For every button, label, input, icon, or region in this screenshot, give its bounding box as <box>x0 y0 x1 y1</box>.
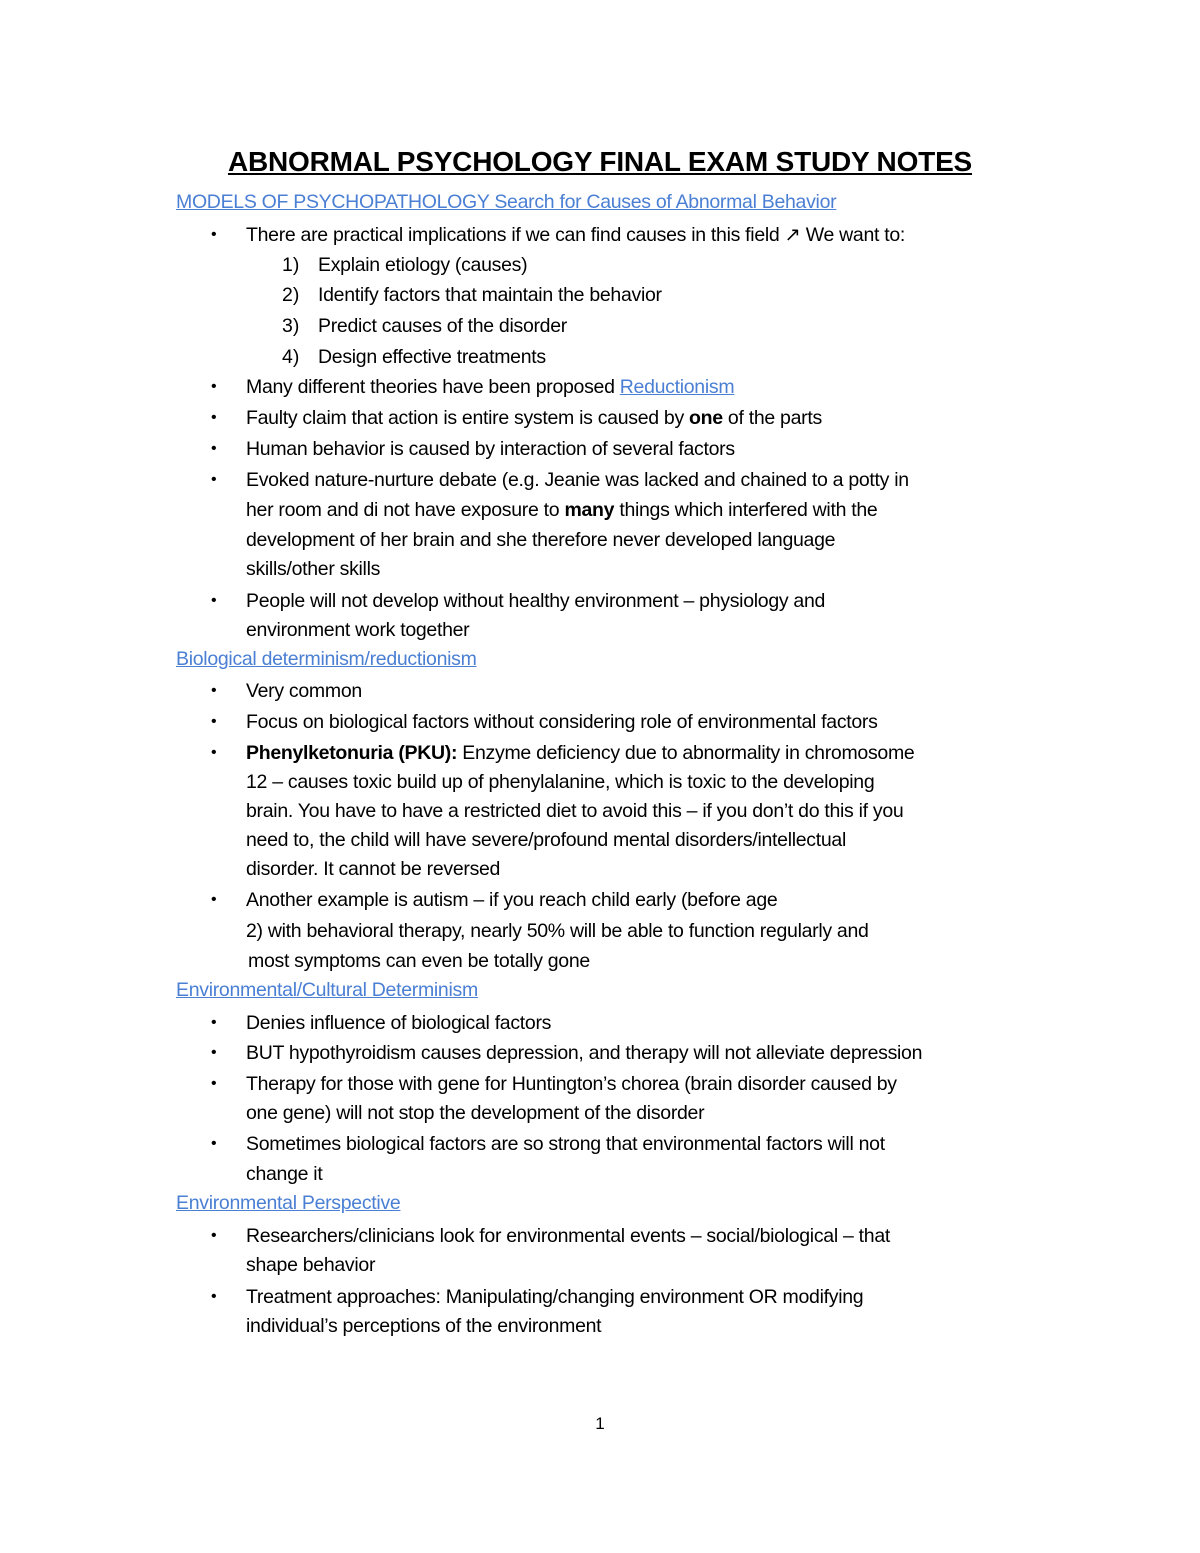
bullet-text: one gene) will not stop the development of the disorder <box>246 1102 705 1124</box>
bullet-text: skills/other skills <box>246 558 381 580</box>
bullet-text-part: things which interfered with the <box>614 499 878 521</box>
bullet-text: development of her brain and she therefore never developed language <box>246 529 836 551</box>
bullet-text: individual’s perceptions of the environment <box>246 1315 602 1337</box>
bullet-icon: • <box>211 440 217 457</box>
bullet-text: 2) with behavioral therapy, nearly 50% will be able to function regularly and <box>246 920 869 942</box>
bullet-text-part: Many different theories have been proposed <box>246 376 620 398</box>
bullet-text-part: of the parts <box>722 407 822 429</box>
bullet-text: Researchers/clinicians look for environmental events – social/biological – that <box>246 1225 890 1247</box>
bullet-text: Denies influence of biological factors <box>246 1012 552 1034</box>
bullet-text: Another example is autism – if you reach child early (before age <box>246 889 778 911</box>
bullet-icon: • <box>211 682 217 699</box>
list-item: Identify factors that maintain the behavior <box>318 284 662 306</box>
bullet-icon: • <box>211 1044 217 1061</box>
bullet-text-part: her room and di not have exposure to <box>246 499 565 521</box>
list-item: Design effective treatments <box>318 346 546 368</box>
bullet-icon: • <box>211 409 217 426</box>
section-heading-environmental-perspective[interactable]: Environmental Perspective <box>176 1192 401 1214</box>
list-number: 3) <box>282 315 300 337</box>
list-item: Explain etiology (causes) <box>318 254 528 276</box>
bullet-text: brain. You have to have a restricted diet to avoid this – if you don’t do this if you <box>246 800 904 822</box>
bullet-text-part: Faulty claim that action is entire system is caused by <box>246 407 690 429</box>
list-item: Predict causes of the disorder <box>318 315 567 337</box>
section-heading-biological[interactable]: Biological determinism/reductionism <box>176 648 477 670</box>
bullet-icon: • <box>211 891 217 908</box>
bullet-text: Treatment approaches: Manipulating/changing environment OR modifying <box>246 1286 864 1308</box>
section-heading-models[interactable]: MODELS OF PSYCHOPATHOLOGY Search for Causes of Abnormal Behavior <box>176 191 837 213</box>
bold-word: one <box>689 407 723 429</box>
bullet-text: change it <box>246 1163 323 1185</box>
bullet-text: disorder. It cannot be reversed <box>246 858 501 880</box>
page-number: 1 <box>595 1414 605 1433</box>
bullet-icon: • <box>211 1075 217 1092</box>
bullet-text <box>246 375 734 399</box>
bullet-icon: • <box>211 1014 217 1031</box>
bullet-icon: • <box>211 713 217 730</box>
bullet-text: most symptoms can even be totally gone <box>248 950 590 972</box>
bullet-text: People will not develop without healthy environment – physiology and <box>246 590 826 612</box>
bullet-icon: • <box>211 744 217 761</box>
list-number: 4) <box>282 346 300 368</box>
bold-term: Phenylketonuria (PKU): <box>246 742 458 764</box>
bullet-text: BUT hypothyroidism causes depression, and therapy will not alleviate depression <box>246 1042 923 1064</box>
bullet-text: Evoked nature-nurture debate (e.g. Jeanie was lacked and chained to a potty in <box>246 469 909 491</box>
bullet-text: need to, the child will have severe/profound mental disorders/intellectual <box>246 829 846 851</box>
bullet-text <box>246 406 822 430</box>
bullet-text: Focus on biological factors without considering role of environmental factors <box>246 711 878 733</box>
section-heading-environmental-cultural[interactable]: Environmental/Cultural Determinism <box>176 979 478 1001</box>
bullet-text: shape behavior <box>246 1254 376 1276</box>
bullet-text: Therapy for those with gene for Huntington’s chorea (brain disorder caused by <box>246 1073 897 1095</box>
bullet-text: Human behavior is caused by interaction of several factors <box>246 438 735 460</box>
bullet-icon: • <box>211 592 217 609</box>
bullet-icon: • <box>211 378 217 395</box>
bullet-icon: • <box>211 1227 217 1244</box>
bullet-icon: • <box>211 1288 217 1305</box>
bullet-icon: • <box>211 226 217 243</box>
bullet-text: Very common <box>246 680 362 702</box>
bullet-icon: • <box>211 1135 217 1152</box>
bullet-text-part: Enzyme deficiency due to abnormality in chromosome <box>457 742 915 764</box>
bullet-text: Sometimes biological factors are so strong that environmental factors will not <box>246 1133 885 1155</box>
bullet-text: There are practical implications if we can find causes in this field ↗ We want to: <box>246 224 906 246</box>
list-number: 1) <box>282 254 300 276</box>
reductionism-link[interactable]: Reductionism <box>619 376 735 398</box>
list-number: 2) <box>282 284 300 306</box>
bullet-text: environment work together <box>246 619 470 641</box>
bullet-text <box>246 741 914 765</box>
bullet-text: 12 – causes toxic build up of phenylalanine, which is toxic to the developing <box>246 771 875 793</box>
bold-word: many <box>564 499 615 521</box>
document-title: ABNORMAL PSYCHOLOGY FINAL EXAM STUDY NOTES <box>227 146 973 177</box>
bullet-text <box>246 498 877 522</box>
bullet-icon: • <box>211 471 217 488</box>
